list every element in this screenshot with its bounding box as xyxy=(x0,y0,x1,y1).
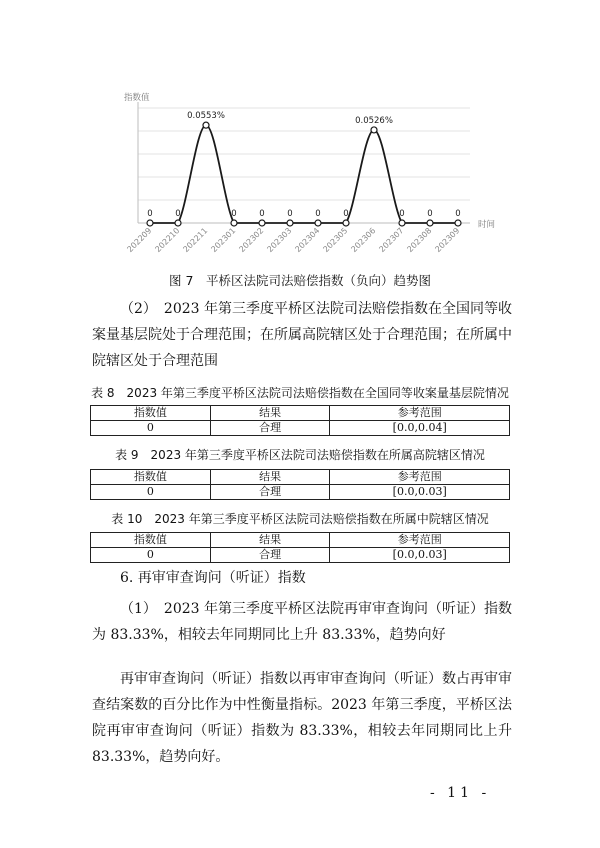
section-heading: 6. 再审审查询问（听证）指数 xyxy=(120,570,306,586)
table-row xyxy=(91,485,510,500)
data-label: 0 xyxy=(427,209,433,219)
table-9-caption: 表 9 2023 年第三季度平桥区法院司法赔偿指数在所属高院辖区情况 xyxy=(115,448,485,462)
x-tick-label: 202210 xyxy=(153,226,182,255)
paragraph-hearing-explanation: 再审审查询问（听证）指数以再审审查询问（听证）数占再审审查结案数的百分比作为中性衡量指标。2023 年第三季度，平桥区法院再审审查询问（听证）指数为 83.33%，相较去年同期同比上升 83.33%，趋势向好。 xyxy=(92,671,512,765)
data-label: 0 xyxy=(259,209,265,219)
cell-reference-range: [0.0,0.04] xyxy=(330,421,510,436)
header-index-value: 指数值 xyxy=(91,470,211,485)
table-header-row xyxy=(91,533,510,548)
header-result: 结果 xyxy=(210,406,330,421)
data-point xyxy=(427,220,433,226)
header-reference-range: 参考范围 xyxy=(330,470,510,485)
table-10 xyxy=(90,532,510,563)
header-result: 结果 xyxy=(210,533,330,548)
cell-reference-range: [0.0,0.03] xyxy=(330,548,510,563)
data-point xyxy=(147,220,153,226)
figure-caption: 图 7 平桥区法院司法赔偿指数（负向）趋势图 xyxy=(169,273,431,288)
table-header-row xyxy=(91,406,510,421)
table-row xyxy=(91,548,510,563)
cell-result: 合理 xyxy=(210,485,330,500)
data-label: 0.0553% xyxy=(187,111,225,122)
data-point xyxy=(315,220,321,226)
table-9 xyxy=(90,469,510,500)
data-point xyxy=(399,220,405,226)
data-label: 0 xyxy=(147,209,153,219)
cell-index-value: 0 xyxy=(91,485,211,500)
cell-index-value: 0 xyxy=(91,421,211,436)
table-header-row xyxy=(91,470,510,485)
x-tick-label: 202301 xyxy=(209,226,238,255)
data-point xyxy=(175,220,181,226)
cell-reference-range: [0.0,0.03] xyxy=(330,485,510,500)
data-point xyxy=(343,220,349,226)
data-point xyxy=(287,220,293,226)
x-axis-label: 时间 xyxy=(478,220,496,230)
data-point xyxy=(455,220,461,226)
header-result: 结果 xyxy=(210,470,330,485)
series-line xyxy=(150,125,461,223)
data-label: 0 xyxy=(175,209,181,219)
cell-result: 合理 xyxy=(210,548,330,563)
header-index-value: 指数值 xyxy=(91,406,211,421)
x-tick-label: 202309 xyxy=(433,226,462,255)
cell-index-value: 0 xyxy=(91,548,211,563)
y-axis-label: 指数值 xyxy=(124,93,150,103)
x-tick-label: 202304 xyxy=(293,226,322,255)
header-index-value: 指数值 xyxy=(91,533,211,548)
paragraph-compensation-range: （2） 2023 年第三季度平桥区法院司法赔偿指数在全国同等收案量基层院处于合理范围；在所属高院辖区处于合理范围；在所属中院辖区处于合理范围 xyxy=(92,301,512,369)
cell-result: 合理 xyxy=(210,421,330,436)
x-tick-label: 202305 xyxy=(321,226,350,255)
data-label: 0 xyxy=(287,209,293,219)
data-label: 0.0526% xyxy=(355,115,393,126)
table-row xyxy=(91,421,510,436)
data-label: 0 xyxy=(455,209,461,219)
data-point xyxy=(259,220,265,226)
x-tick-label: 202209 xyxy=(125,226,154,255)
paragraph-hearing-index: （1） 2023 年第三季度平桥区法院再审审查询问（听证）指数为 83.33%，相较去年同期同比上升 83.33%，趋势向好 xyxy=(92,601,512,643)
page-number: - 11 - xyxy=(430,785,491,801)
x-tick-label: 202211 xyxy=(181,226,210,255)
data-point xyxy=(231,220,237,226)
data-label: 0 xyxy=(399,209,405,219)
table-10-caption: 表 10 2023 年第三季度平桥区法院司法赔偿指数在所属中院辖区情况 xyxy=(111,512,489,526)
header-reference-range: 参考范围 xyxy=(330,533,510,548)
x-tick-label: 202303 xyxy=(265,226,294,255)
table-8 xyxy=(90,405,510,436)
x-tick-label: 202307 xyxy=(377,226,406,255)
data-point xyxy=(371,127,377,133)
data-point xyxy=(203,122,209,128)
x-tick-label: 202302 xyxy=(237,226,266,255)
trend-line-chart xyxy=(108,86,508,256)
header-reference-range: 参考范围 xyxy=(330,406,510,421)
x-tick-label: 202306 xyxy=(349,226,378,255)
data-label: 0 xyxy=(315,209,321,219)
x-tick-label: 202308 xyxy=(405,226,434,255)
table-8-caption: 表 8 2023 年第三季度平桥区法院司法赔偿指数在全国同等收案量基层院情况 xyxy=(91,386,509,400)
data-label: 0 xyxy=(343,209,349,219)
data-label: 0 xyxy=(231,209,237,219)
